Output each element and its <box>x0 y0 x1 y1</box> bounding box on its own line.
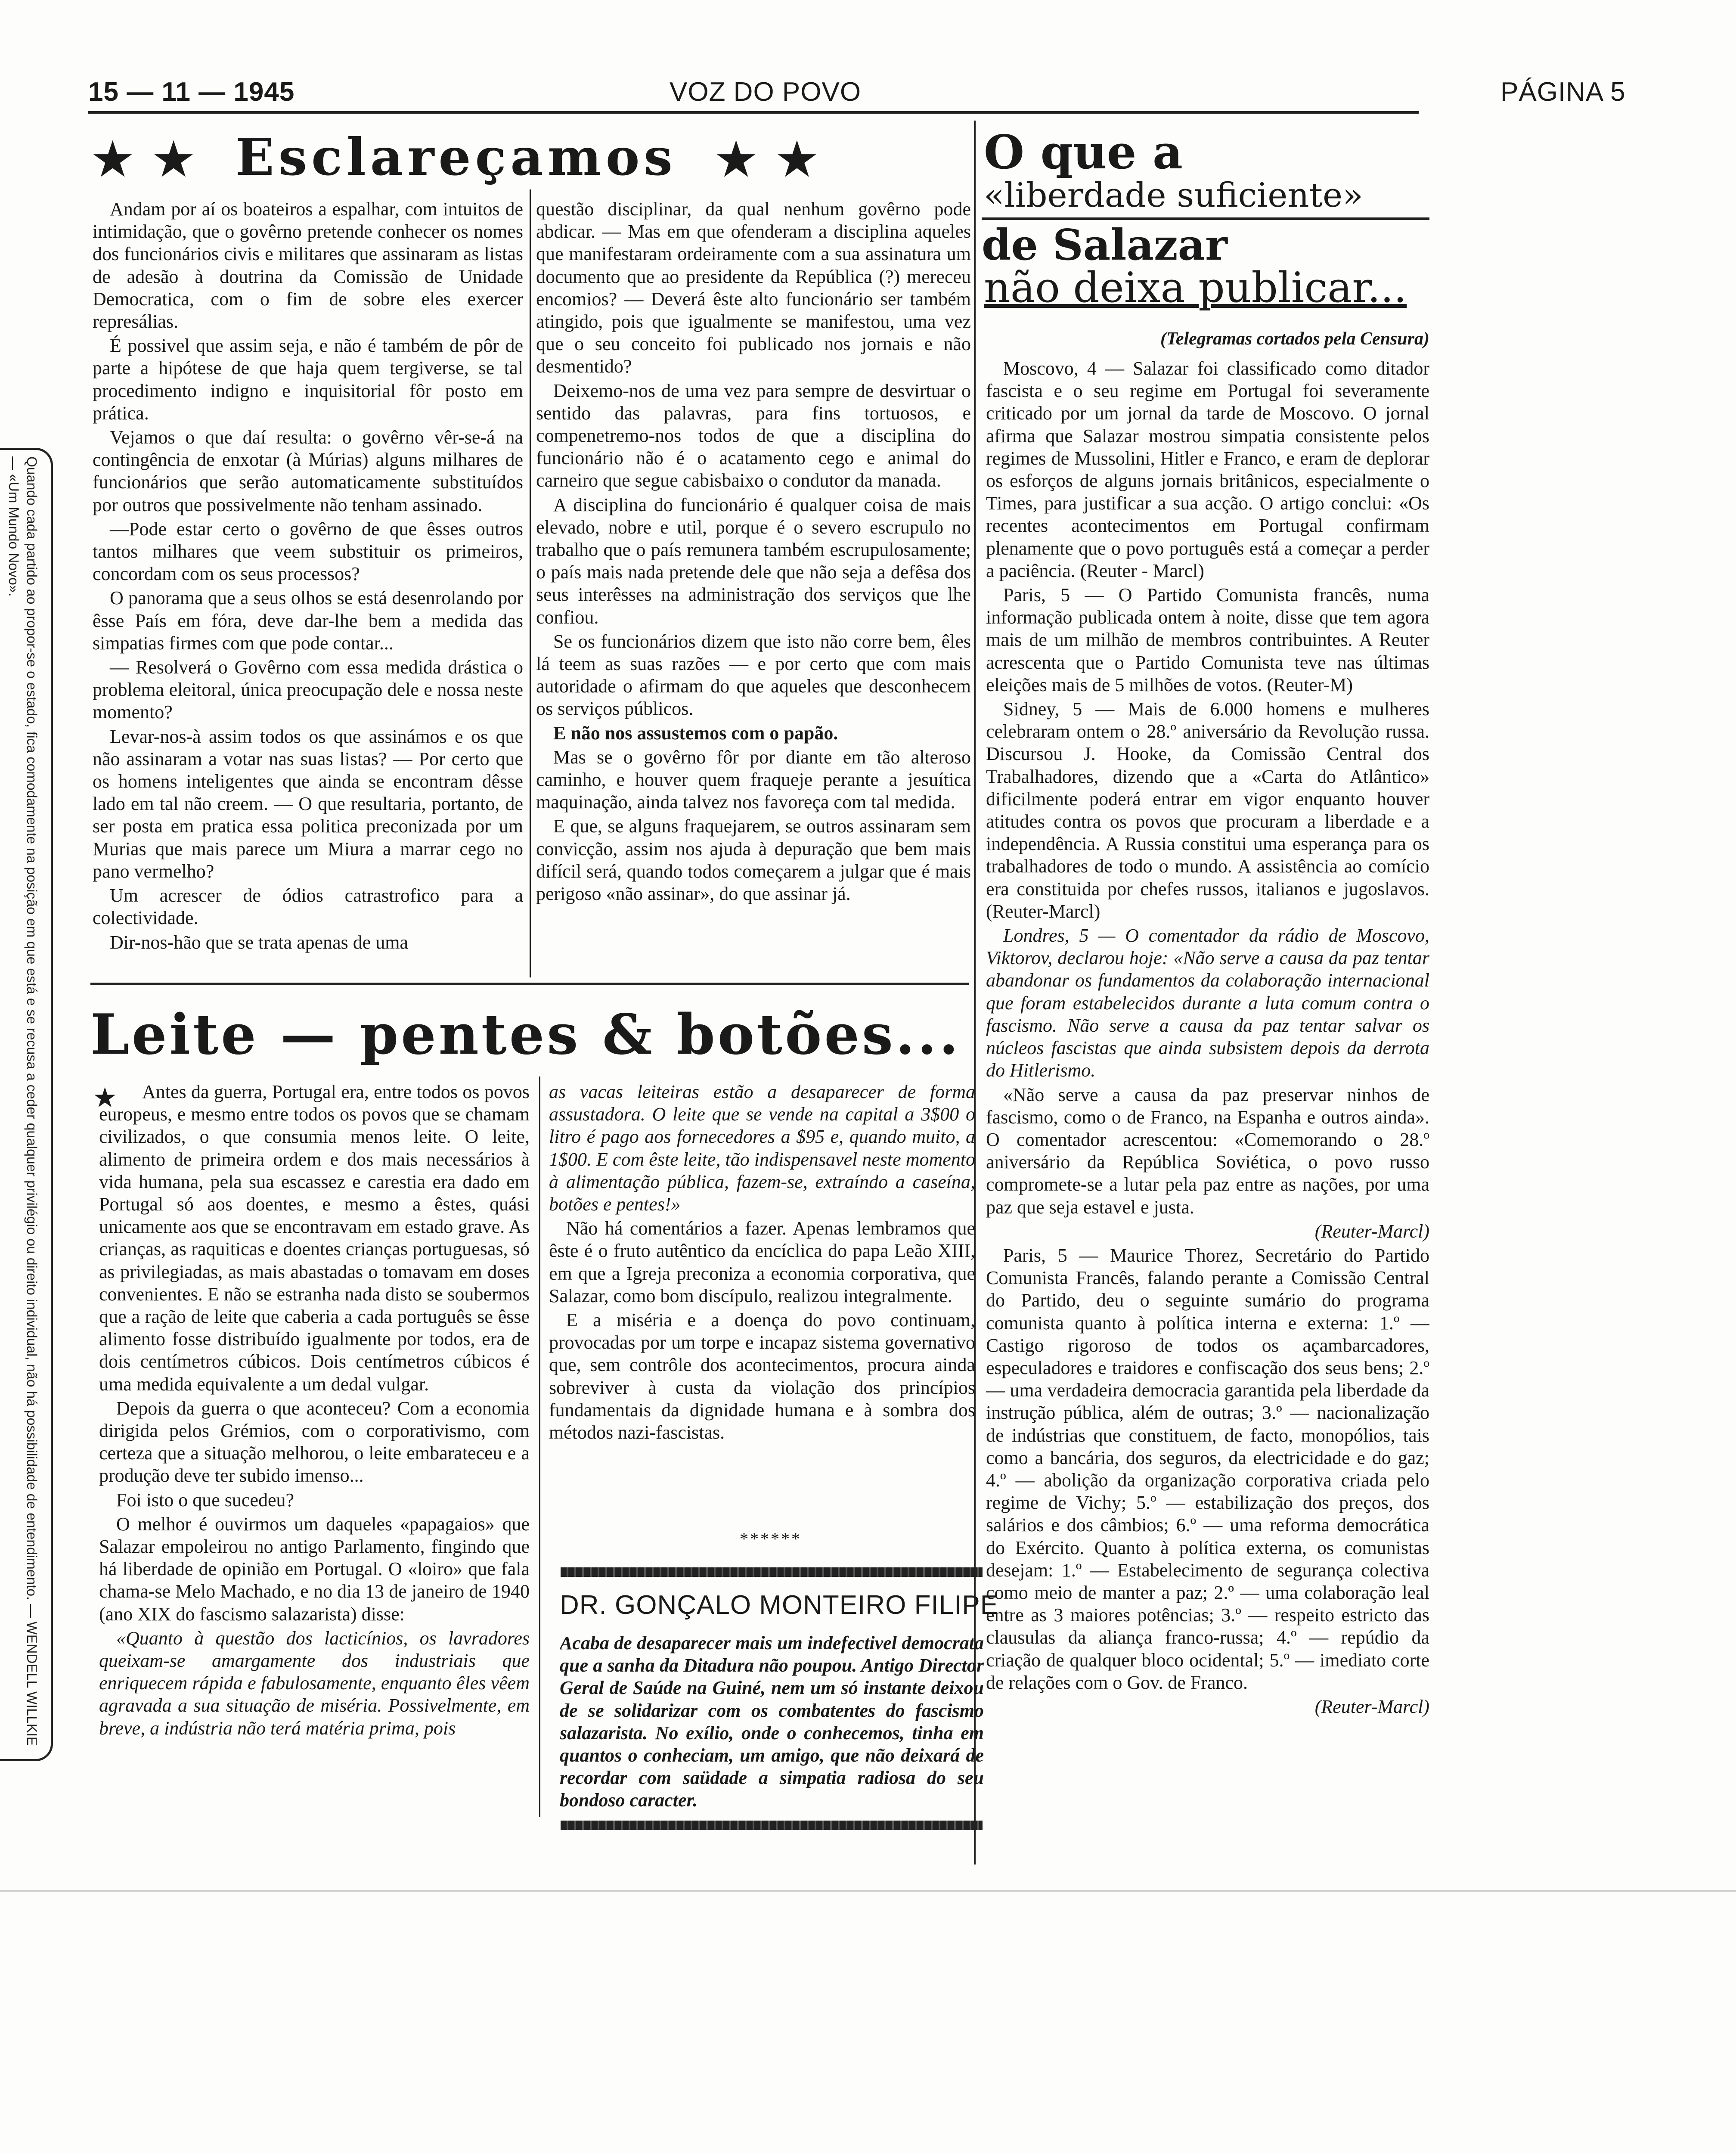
obituary-name: DR. GONÇALO MONTEIRO FILIPE <box>560 1590 999 1620</box>
paragraph: «Não serve a causa da paz preservar ninhos de fascismo, como o de Franco, na Espanha e outros ainda». O comentador acrescentou: «Comemorando o 28.º aniversário da República Soviética, o povo russo compromete-se a lutar pela paz entre as nações, por uma paz que seja estavel e justa. <box>986 1084 1429 1218</box>
paragraph: E que, se alguns fraquejarem, se outros assinaram sem convicção, assim nos ajuda à depuração que bem mais difícil será, quando todos começarem a julgar que é mais perigoso «não assinar», do que assinar já. <box>536 816 971 905</box>
column-divider <box>530 189 531 977</box>
obituary-text <box>560 1632 984 1813</box>
paragraph: Andam por aí os boateiros a espalhar, com intuitos de intimidação, que o govêrno pretende conhecer os nomes dos funcionários civis e militares que assinaram as listas de adesão à doutrina da Comissão de Unidade Democratica, com o fim de sobre eles exercer represálias. <box>93 199 523 332</box>
quote-paragraph: as vacas leiteiras estão a desaparecer de forma assustadora. O leite que se vende na capital a 3$00 o litro é pago aos fornecedores a $95 e, quando muito, a 1$00. E com êste leite, tão indispensavel neste momento à alimentação pública, fazem-se, extraíndo a caseína, botões e pentes!» <box>549 1081 975 1215</box>
headline-leite: Leite — pentes & botões... <box>90 1002 961 1067</box>
paragraph: questão disciplinar, da qual nenhum govêrno pode abdicar. — Mas em que ofenderam a disciplina aqueles que manifestaram ordeiramente com a sua assinatura um documento que ao presidente da República (?) mereceu encomios? — Deverá êste alto funcionário ser também atingido, pois que igualmente se manifestou, uma vez que o seu conceito foi publicado nos jornais e não desmentido? <box>536 199 971 377</box>
paragraph: Se os funcionários dizem que isto não corre bem, êles lá teem as suas razões — e por certo que com mais autoridade o afirmam do que aqueles que desconhecem os serviços públicos. <box>536 630 971 720</box>
quote-paragraph: «Quanto à questão dos lacticínios, os lavradores queixam-se amargamente dos industriais que enriquecem rápida e fabulosamente, enquanto êles vêem agravada a sua situação de miséria. Possivelmente, em breve, a indústria não terá matéria prima, pois <box>99 1627 530 1739</box>
star-icon: ★ ★ <box>93 133 196 186</box>
paragraph: Antes da guerra, Portugal era, entre todos os povos europeus, e mesmo entre todos os povos que se chamam civilizados, o que consumia menos leite. O leite, alimento de primeira ordem e dos mais necessários à vida humana, pela sua escassez e carestia era dado em Portugal só aos doentes, e mesmo a êstes, quási unicamente aos que se encontravam em estado grave. As crianças, as raquiticas e doentes crianças portuguesas, só as privilegiadas, as mais abastadas o tomavam em doses convenientes. E não se estranha nada disto se soubermos que a ração de leite que caberia a cada português se êsse alimento fosse distribuído igualmente por todos, era de dois centímetros cúbicos. Dois centímetros cúbicos é uma medida equivalente a um dedal vulgar. <box>99 1081 530 1395</box>
right-column-text <box>986 357 1429 1839</box>
issue-date: 15 — 11 — 1945 <box>88 77 295 107</box>
obituary-top-bar <box>561 1567 983 1577</box>
article-esclarecamos-col2 <box>536 198 971 969</box>
paragraph: Paris, 5 — O Partido Comunista francês, numa informação publicada ontem à noite, disse que tem agora mais de um milhão de membros contribuintes. A Reuter acrescenta que o Partido Comunista teve nas últimas eleições mais de 5 milhões de votos. (Reuter-M) <box>986 584 1429 695</box>
article-leite-col1 <box>99 1081 530 1813</box>
page-number: PÁGINA 5 <box>1500 77 1626 107</box>
paragraph: Sidney, 5 — Mais de 6.000 homens e mulheres celebraram ontem o 28.º aniversário da Revolução russa. Discursou J. Hooke, da Comissão Central dos Trabalhadores, dizendo que a «Carta do Atlântico» dificilmente poderá entrar em vigor enquanto houver atitudes contra os povos que procuram a liberdade e a independência. A Russia constitui uma esperança para os trabalhadores de todo o mundo. A assistência ao comício era constituida por chefes russos, italianos e jugoslavos. (Reuter-Marcl) <box>986 698 1429 922</box>
dispatch-signature: (Reuter-Marcl) <box>1314 1696 1429 1717</box>
star-icon: ★ ★ <box>716 133 820 186</box>
paragraph: Mas se o govêrno fôr por diante em tão alteroso caminho, e houver quem fraqueje perante a jesuítica maquinação, ainda talvez nos favoreça com tal medida. <box>536 746 971 813</box>
column-divider <box>539 1076 540 1817</box>
paragraph: Paris, 5 — Maurice Thorez, Secretário do Partido Comunista Francês, falando perante a Comissão Central do Partido, deu o seguinte sumário do programa comunista quanto à política interna e externa: 1.º — Castigo rigoroso de todos os açambarcadores, especuladores e traidores e confiscação dos seus bens; 2.º — uma verdadeira democracia garantida pela liberdade da instrução pública, além de outras; 3.º — nacionalização de indústrias que constituem, de facto, monopólios, tais como a bancária, dos seguros, da electricidade e do gaz; 4.º — abolição da organização corporativa criada pelo regime de Vichy; 5.º — estabilização dos preços, dos salários e dos câmbios; 6.º — uma reforma democrática do Exército. Quanto à política externa, os comunistas desejam: 1.º — Estabelecimento de segurança colectiva como meio de manter a paz; 2.º — uma colaboração leal entre as 3 maiores potências; 3.º — respeito estricto das clausulas da aliança franco-russa; 4.º — repúdio da criação de qualquer bloco ocidental; 5.º — imediato corte de relações com o Gov. de Franco. <box>986 1244 1429 1693</box>
article-leite-col2 <box>549 1081 975 1537</box>
paragraph: O panorama que a seus olhos se está desenrolando por êsse País em fóra, deve dar-lhe bem a medida das simpatias firmes com que pode contar... <box>93 587 523 654</box>
page-bottom-edge <box>0 1890 1736 1892</box>
right-subtitle: (Telegramas cortados pela Censura) <box>1160 329 1429 349</box>
star-icon: ★ <box>93 1083 118 1113</box>
headline-text: não deixa publicar... <box>984 264 1407 312</box>
headline-esclarecamos <box>93 127 820 187</box>
paragraph: —Pode estar certo o govêrno de que êsses outros tantos milhares que veem substituir os primeiros, concordam com os seus processos? <box>93 518 523 585</box>
dispatch-signature: (Reuter-Marcl) <box>1314 1220 1429 1242</box>
separator-stars: ****** <box>740 1529 802 1548</box>
paragraph: A disciplina do funcionário é qualquer coisa de mais elevado, nobre e util, porque é o severo escrupulo no trabalho que o país remunera também escrupulosamente; o país mais nada pretende dele que não seja a defêsa dos seus interêsses na administração dos serviços que lhe confiou. <box>536 494 971 628</box>
right-headline-2: «liberdade suficiente» <box>984 176 1363 215</box>
headline-rule <box>982 217 1429 220</box>
paragraph: Foi isto o que sucedeu? <box>116 1489 294 1511</box>
paragraph: Não há comentários a fazer. Apenas lembramos que êste é o fruto autêntico da encíclica do papa Leão XIII, em que a Igreja preconiza a economia corporativa, que Salazar, como bom discípulo, realizou integralmente. <box>549 1218 975 1306</box>
paragraph: — Resolverá o Govêrno com essa medida drástica o problema eleitoral, única preocupação dele e nossa neste momento? <box>93 657 523 723</box>
section-rule <box>90 983 969 985</box>
right-headline-4 <box>984 264 1419 312</box>
side-note-quote: Quando cada partido ao propor-se o estado, fica comodamente na posição em que está e se recusa a ceder qualquer privilégio ou direito individual, não há possibilidade de entendimento. — WENDELL WILLKIE — «Um Mundo Novo». <box>6 456 40 1746</box>
paragraph: E a miséria e a doença do povo continuam, provocadas por um torpe e incapaz sistema governativo que, sem contrôle dos acontecimentos, procura ainda sobreviver à custa da violação dos princípios fundamentais da dignidade humana e à sombra dos métodos nazi-fascistas. <box>549 1309 975 1443</box>
article-esclarecamos-col1 <box>93 198 523 969</box>
obituary-bottom-bar <box>561 1821 983 1830</box>
headline-text: Esclareçamos <box>235 127 677 187</box>
paragraph: Londres, 5 — O comentador da rádio de Moscovo, Viktorov, declarou hoje: «Não serve a causa da paz tentar abandonar os fundamentos da colaboração internacional que foram estabelecidos durante a luta comum contra o fascismo. Não serve a causa da paz tentar salvar os núcleos fascistas que ainda subsistem depois da derrota do Hitlerismo. <box>986 925 1429 1081</box>
paragraph: Moscovo, 4 — Salazar foi classificado como ditador fascista e o seu regime em Portugal foi severamente criticado por um jornal da tarde de Moscovo. O jornal afirma que Salazar mostrou simpatia consistente pelos regimes de Mussolini, Hitler e Franco, e eram de deplorar os esforços de alguns jornais britânicos, especialmente o Times, para justificar a sua acção. O artigo conclui: «Os recentes acontecimentos em Portugal confirmam plenamente que o povo português está a começar a perder a paciência. (Reuter - Marcl) <box>986 358 1429 581</box>
paragraph: Vejamos o que daí resulta: o govêrno vêr-se-á na contingência de enxotar (à Múrias) alguns milhares de funcionários que serão automaticamente substituídos por outros que possivelmente não tenham assinado. <box>93 427 523 515</box>
paragraph: E não nos assustemos com o papão. <box>553 722 838 744</box>
paragraph: Acaba de desaparecer mais um indefectivel democrata que a sanha da Ditadura não poupou. Antigo Director Geral de Saúde na Guiné, nem um só instante deixou de se solidarizar com os combatentes do fascismo salazarista. No exílio, onde o conhecemos, tinha em quantos o conheciam, um amigo, que não deixará de recordar com saüdade a simpatia radiosa do seu bondoso caracter. <box>560 1632 984 1811</box>
paragraph: Dir-nos-hão que se trata apenas de uma <box>110 931 409 953</box>
paragraph: É possivel que assim seja, e não é também de pôr de parte a hipótese de que haja quem tergiverse, se tal procedimento indigno e inquisitorial fôr posto em prática. <box>93 335 523 424</box>
newspaper-name: VOZ DO POVO <box>670 77 862 107</box>
paragraph: Levar-nos-à assim todos os que assinámos e os que não assinaram a votar nas suas listas? — Por certo que os homens inteligentes que ainda se encontram dêsse lado em tal não creem. — O que resultaria, portanto, de ser posta em pratica essa politica preconizada por um Murias que mais parece um Miura a marrar cego no pano vermelho? <box>93 726 523 882</box>
header-rule <box>88 111 1419 114</box>
paragraph: Deixemo-nos de uma vez para sempre de desvirtuar o sentido das palavras, para fins tortuosos, e compenetremo-nos todos de que a disciplina do funcionário não é o acatamento cego e animal do carneiro que segue cabisbaixo o condutor da manada. <box>536 380 971 491</box>
paragraph: O melhor é ouvirmos um daqueles «papagaios» que Salazar empoleirou no antigo Parlamento, fingindo que há liberdade de opinião em Portugal. O «loiro» que fala chama-se Melo Machado, e no dia 13 de janeiro de 1940 (ano XIX do fascismo salazarista) disse: <box>99 1513 530 1625</box>
right-headline-3: de Salazar <box>982 220 1228 270</box>
right-headline-1: O que a <box>984 125 1183 180</box>
paragraph: Depois da guerra o que aconteceu? Com a economia dirigida pelos Grémios, com o corporativismo, com certeza que a situação melhorou, o leite embarateceu e a produção deve ter subido imenso... <box>99 1397 530 1486</box>
paragraph: Um acrescer de ódios catrastrofico para a colectividade. <box>93 885 523 929</box>
